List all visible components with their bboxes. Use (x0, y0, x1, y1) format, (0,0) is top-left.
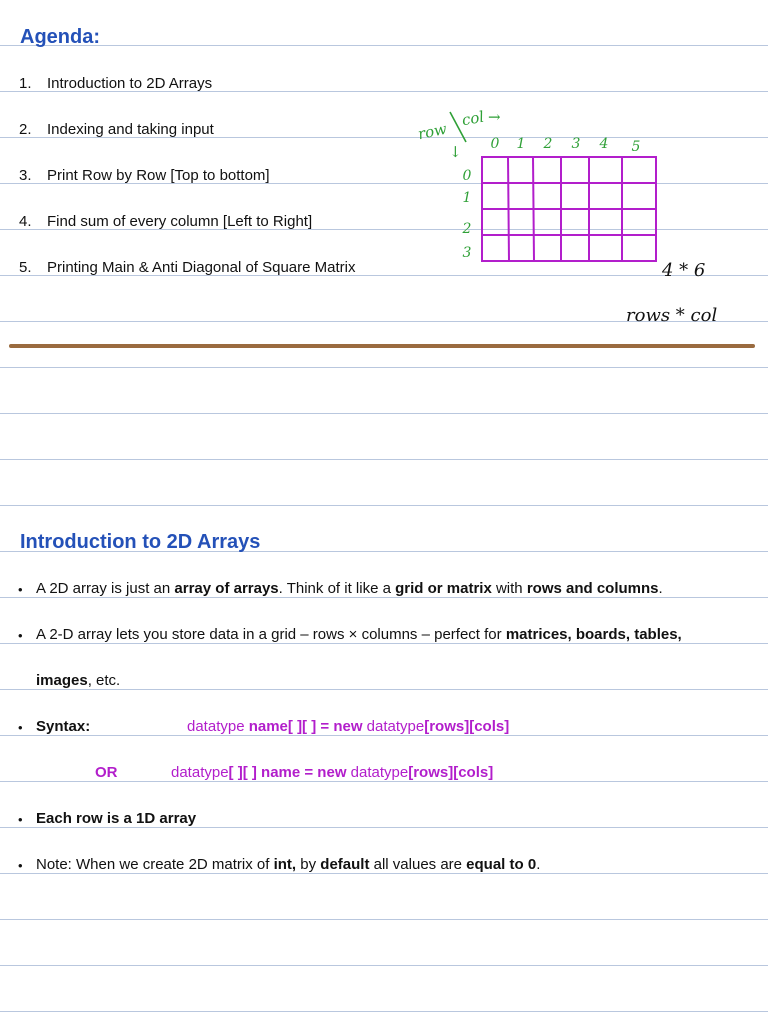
bullet-text: A 2D array is just an (36, 580, 175, 597)
bullet-dot: • (18, 628, 23, 643)
ruled-line (0, 689, 768, 690)
agenda-item-text: Introduction to 2D Arrays (47, 75, 213, 92)
syntax-label (36, 718, 90, 735)
ruled-line (0, 873, 768, 874)
syntax-token: datatype (171, 764, 229, 781)
bullet-text: all values are (369, 856, 467, 873)
agenda-title: Agenda: (20, 26, 100, 48)
syntax-or: OR (95, 764, 118, 781)
agenda-item-number: 2. (19, 121, 32, 138)
bullet-text: A 2-D array lets you store data in a grid – rows × columns – perfect for (36, 626, 506, 643)
bullet-text: . Think of it like a (278, 580, 396, 597)
syntax-token: [rows][cols] (408, 764, 494, 781)
ruled-line (0, 505, 768, 506)
bullet-text: , etc. (87, 672, 121, 689)
bullet-text: . (536, 856, 541, 873)
bullet-bold-text: rows and columns (526, 580, 659, 597)
bullet-text: Note: When we create 2D matrix of (36, 856, 274, 873)
ruled-line (0, 459, 768, 460)
ruled-line (0, 781, 768, 782)
agenda-item-number: 1. (19, 75, 32, 92)
matrix-sketch (0, 0, 768, 360)
bullet-bold-text: grid or matrix (395, 580, 492, 597)
col-index: 4 (599, 136, 609, 152)
agenda-item-text: Indexing and taking input (47, 121, 214, 138)
syntax-token: datatype (366, 718, 425, 735)
bullet-dot: • (18, 858, 23, 873)
agenda-item-text: Printing Main & Anti Diagonal of Square Matrix (47, 259, 356, 276)
row-index: 3 (462, 245, 472, 261)
bullet-grid-storage-cont (36, 672, 120, 689)
col-index: 3 (571, 136, 581, 152)
syntax-token: datatype (350, 764, 409, 781)
col-index: 0 (490, 136, 500, 152)
syntax-token: [ ][ ] name = new (228, 764, 351, 781)
row-arrow: ↓ (449, 143, 462, 161)
ruled-line (0, 735, 768, 736)
agenda-item-number: 3. (19, 167, 32, 184)
bullet-bold-text: matrices, boards, tables, (505, 626, 682, 643)
bullet-bold-text: images (36, 672, 88, 689)
col-index: 2 (543, 136, 553, 152)
bullet-text: with (491, 580, 527, 597)
syntax-label-text: Syntax: (36, 718, 91, 735)
intro-title: Introduction to 2D Arrays (20, 531, 261, 553)
matrix-grid (482, 157, 656, 261)
col-arrow: → (488, 108, 501, 126)
bullet-dot: • (18, 582, 23, 597)
ruled-line (0, 965, 768, 966)
col-index: 5 (631, 139, 641, 155)
syntax-line-2 (171, 764, 493, 781)
agenda-item-text: Find sum of every column [Left to Right] (47, 213, 313, 230)
bullet-text: . (658, 580, 663, 597)
col-index: 1 (516, 136, 526, 152)
bullet-text: by (296, 856, 321, 873)
dims-caption: rows * col (626, 305, 718, 326)
ruled-line (0, 1011, 768, 1012)
section-divider (9, 344, 755, 348)
syntax-line-1 (187, 718, 509, 735)
syntax-token: datatype (187, 718, 249, 735)
bullet-bold-text: array of arrays (174, 580, 279, 597)
row-index: 2 (462, 221, 472, 237)
dims-label: 4 * 6 (662, 260, 706, 281)
bullet-bold-text: Each row is a 1D array (36, 810, 197, 827)
row-index: 0 (462, 168, 472, 184)
bullet-grid-storage (36, 626, 682, 643)
bullet-bold-text: equal to 0 (466, 856, 537, 873)
ruled-line (0, 643, 768, 644)
bullet-dot: • (18, 812, 23, 827)
syntax-token: [rows][cols] (424, 718, 510, 735)
bullet-array-of-arrays (36, 580, 663, 597)
agenda-item-text: Print Row by Row [Top to bottom] (47, 167, 270, 184)
bullet-bold-text: int, (273, 856, 297, 873)
row-index: 1 (462, 190, 472, 206)
bullet-bold-text: default (320, 856, 370, 873)
row-label: row (416, 119, 449, 144)
bullet-default-note (36, 856, 540, 873)
bullet-1d-row (36, 810, 196, 827)
ruled-line (0, 413, 768, 414)
agenda-item-number: 5. (19, 259, 32, 276)
agenda-item-number: 4. (19, 213, 32, 230)
col-label: col (460, 107, 486, 130)
bullet-dot: • (18, 720, 23, 735)
ruled-line (0, 597, 768, 598)
ruled-line (0, 827, 768, 828)
ruled-line (0, 919, 768, 920)
ruled-line (0, 367, 768, 368)
syntax-token: name[ ][ ] = new (248, 718, 367, 735)
